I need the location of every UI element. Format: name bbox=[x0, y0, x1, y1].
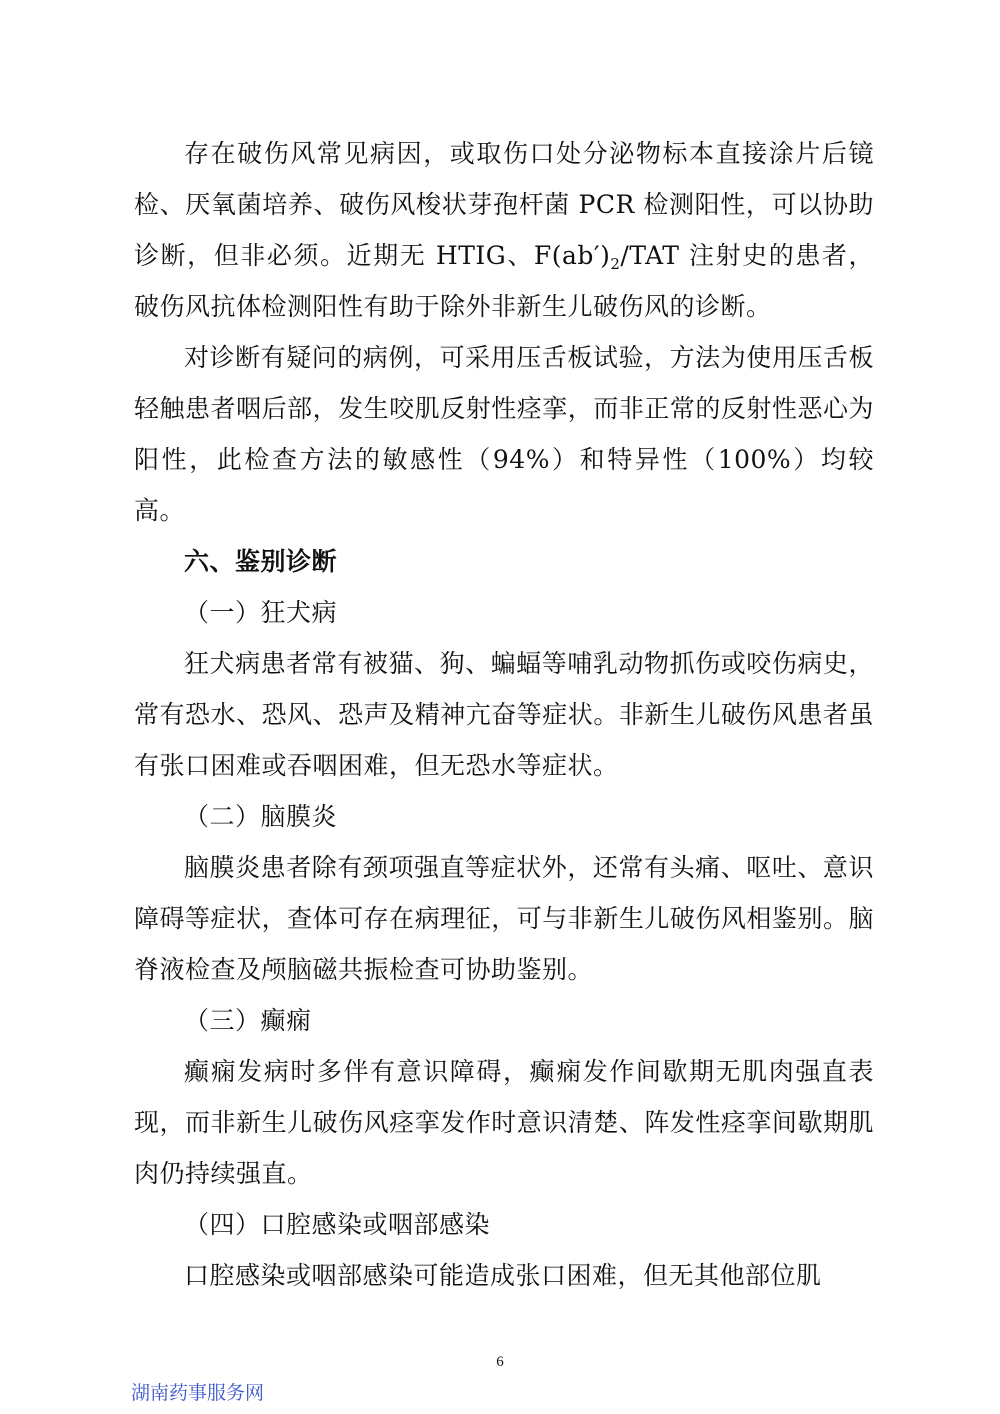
subsection-heading-rabies: （一）狂犬病 bbox=[184, 598, 338, 627]
subsection-heading-epilepsy: （三）癫痫 bbox=[184, 1006, 312, 1035]
subsection-heading-meningitis: （二）脑膜炎 bbox=[184, 802, 338, 831]
subsection-text-epilepsy: 癫痫发病时多伴有意识障碍，癫痫发作间歇期无肌肉强直表现，而非新生儿破伤风痉挛发作时意识清楚、阵发性痉挛间歇期肌肉仍持续强直。 bbox=[134, 1057, 874, 1188]
watermark-text: 湖南药事服务网 bbox=[131, 1382, 265, 1404]
document-body bbox=[134, 128, 874, 1301]
subsection-heading-oral-infection: （四）口腔感染或咽部感染 bbox=[184, 1210, 491, 1239]
subsection-text-oral-infection: 口腔感染或咽部感染可能造成张口困难，但无其他部位肌 bbox=[184, 1261, 822, 1290]
subsection-text-meningitis: 脑膜炎患者除有颈项强直等症状外，还常有头痛、呕吐、意识障碍等症状，查体可存在病理征，可与非新生儿破伤风相鉴别。脑脊液检查及颅脑磁共振检查可协助鉴别。 bbox=[134, 853, 874, 984]
paragraph-text-continued: /TAT 注射史的患者，破伤风抗体检测阳性有助于除外非新生儿破伤风的诊断。 bbox=[134, 241, 874, 321]
paragraph-tongue-depressor-test: 对诊断有疑问的病例，可采用压舌板试验，方法为使用压舌板轻触患者咽后部，发生咬肌反射性痉挛，而非正常的反射性恶心为阳性，此检查方法的敏感性（94%）和特异性（100%）均较高。 bbox=[134, 343, 874, 525]
paragraph-text: 存在破伤风常见病因，或取伤口处分泌物标本直接涂片后镜检、厌氧菌培养、破伤风梭状芽孢杆菌 PCR 检测阳性，可以协助诊断，但非必须。近期无 HTIG、F(ab′) bbox=[134, 139, 874, 270]
subsection-text-rabies: 狂犬病患者常有被猫、狗、蝙蝠等哺乳动物抓伤或咬伤病史，常有恐水、恐风、恐声及精神亢奋等症状。非新生儿破伤风患者虽有张口困难或吞咽困难，但无恐水等症状。 bbox=[134, 649, 874, 780]
subscript-2: 2 bbox=[610, 255, 621, 273]
paragraph-diagnosis-tests bbox=[134, 128, 874, 332]
section-title: 六、鉴别诊断 bbox=[184, 547, 338, 576]
page-number: 6 bbox=[496, 1354, 504, 1370]
